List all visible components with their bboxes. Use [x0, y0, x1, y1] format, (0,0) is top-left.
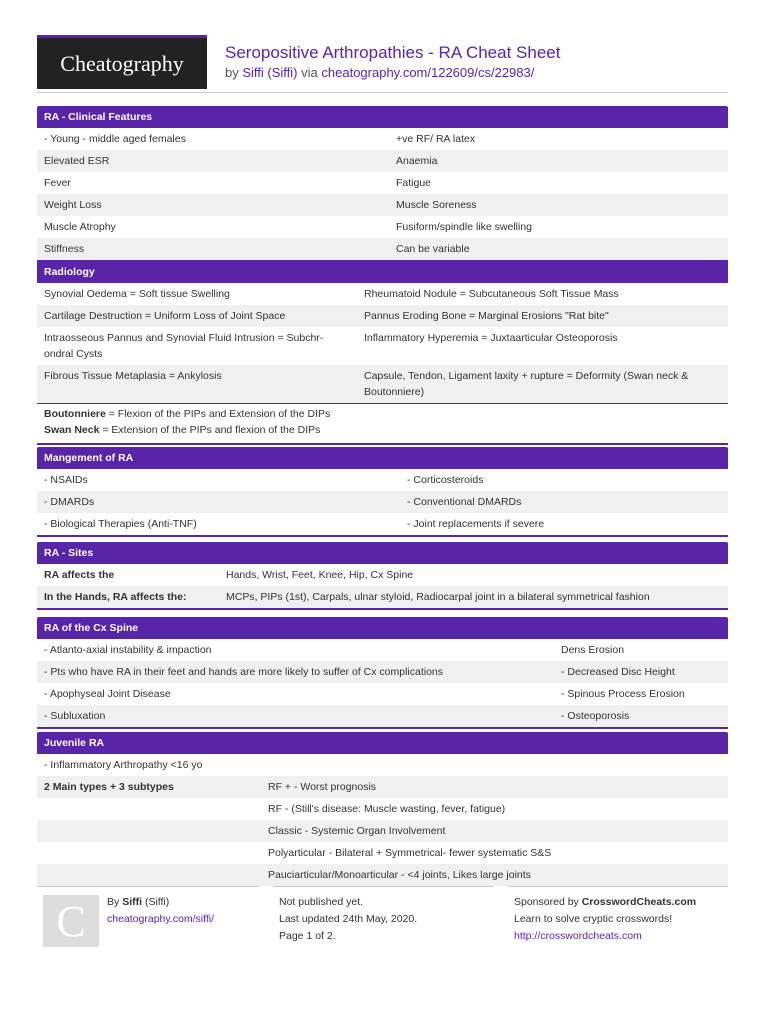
table-cell: - Young - middle aged females	[44, 133, 186, 145]
table-cell: Polyarticular - Bilateral + Symmetrical- fewer systematic S&S	[268, 847, 552, 859]
table-cell: - Osteoporosis	[561, 710, 630, 722]
footer-sponsor-block	[508, 886, 728, 948]
table-row	[37, 513, 728, 535]
table-cell: - Conventional DMARDs	[407, 496, 522, 508]
table-cell: - Spinous Process Erosion	[561, 688, 685, 700]
table-cell: Cartilage Destruction = Uniform Loss of Joint Space	[44, 310, 286, 322]
table-cell	[37, 842, 261, 864]
sponsor-prefix: Sponsored by	[514, 896, 582, 908]
note-term: Swan Neck	[44, 424, 100, 436]
juvenile-table	[37, 754, 728, 886]
clinical-table	[37, 128, 728, 260]
table-cell: Pannus Eroding Bone = Marginal Erosions "Rat bite"	[364, 310, 609, 322]
page-number: Page 1 of 2.	[279, 930, 336, 942]
table-row	[37, 128, 728, 150]
table-row	[37, 491, 728, 513]
sponsor-line	[514, 894, 696, 911]
table-row	[37, 661, 728, 683]
table-cell: Anaemia	[396, 155, 438, 167]
footer-by: By	[107, 896, 120, 908]
footer-by-line	[107, 894, 214, 911]
table-row	[37, 150, 728, 172]
table-cell: Capsule, Tendon, Ligament laxity + rupture = Deformity (Swan neck & Boutonniere)	[364, 370, 689, 398]
table-cell: - DMARDs	[44, 496, 95, 508]
table-cell: - Pts who have RA in their feet and hands are more likely to suffer of Cx complications	[44, 666, 443, 678]
table-cell: RF - (Still's disease: Muscle wasting, fever, fatigue)	[268, 803, 506, 815]
radiology-table	[37, 283, 728, 403]
cheatography-logo[interactable]: Cheatography	[37, 35, 207, 89]
page-header	[37, 35, 728, 90]
section-radiology	[37, 261, 728, 445]
table-cell	[37, 798, 261, 820]
table-row	[37, 776, 728, 798]
section-management	[37, 447, 728, 537]
table-row	[37, 172, 728, 194]
table-cell: - Inflammatory Arthropathy <16 yo	[44, 759, 203, 771]
table-row	[37, 586, 728, 608]
table-cell: - Atlanto-axial instability & impaction	[44, 644, 212, 656]
table-cell: Elevated ESR	[44, 155, 110, 167]
table-row	[37, 864, 728, 886]
section-bottom-border	[37, 608, 728, 610]
table-cell: Intraosseous Pannus and Synovial Fluid Intrusion = Subchr-ondral Cysts	[44, 332, 324, 360]
table-cell: Fatigue	[396, 177, 432, 189]
publish-status: Not published yet.	[279, 896, 364, 908]
table-row	[37, 305, 728, 327]
footer-author-block	[37, 886, 259, 948]
section-clinical-features	[37, 106, 728, 262]
footer-author-text	[107, 894, 214, 928]
footer-author-name[interactable]: Siffi	[122, 896, 143, 908]
table-row	[37, 216, 728, 238]
byline	[225, 65, 534, 80]
table-cell: Stiffness	[44, 243, 85, 255]
table-cell: - Biological Therapies (Anti-TNF)	[44, 518, 197, 530]
table-cell: - Apophyseal Joint Disease	[44, 688, 171, 700]
table-row	[37, 194, 728, 216]
section-title: RA - Sites	[37, 542, 728, 564]
table-row	[37, 842, 728, 864]
page-footer	[37, 886, 728, 951]
table-row	[37, 754, 728, 776]
table-cell: 2 Main types + 3 subtypes	[44, 781, 174, 793]
footer-status-block	[273, 886, 494, 948]
table-cell: Weight Loss	[44, 199, 102, 211]
table-cell: Fibrous Tissue Metaplasia = Ankylosis	[44, 370, 222, 382]
table-row	[37, 283, 728, 305]
section-title: RA - Clinical Features	[37, 106, 728, 128]
table-cell: - Corticosteroids	[407, 474, 484, 486]
sponsor-name[interactable]: CrosswordCheats.com	[581, 896, 697, 908]
table-cell: - Joint replacements if severe	[407, 518, 545, 530]
table-cell: RF + - Worst prognosis	[268, 781, 377, 793]
section-bottom-border	[37, 727, 728, 729]
table-cell: RA affects the	[44, 569, 115, 581]
footer-status-text	[279, 894, 417, 945]
section-title: Juvenile RA	[37, 732, 728, 754]
radiology-note	[37, 404, 728, 441]
table-row	[37, 365, 728, 403]
footer-sponsor-text	[514, 894, 696, 945]
table-cell: - Decreased Disc Height	[561, 666, 675, 678]
sites-table	[37, 564, 728, 608]
table-row	[37, 820, 728, 842]
section-title: Mangement of RA	[37, 447, 728, 469]
table-cell: Rheumatoid Nodule = Subcutaneous Soft Tissue Mass	[364, 288, 619, 300]
note-line	[44, 406, 721, 422]
author-link[interactable]: Siffi (Siffi)	[242, 65, 298, 80]
section-title: Radiology	[37, 261, 728, 283]
table-cell: Inflammatory Hyperemia = Juxtaarticular Osteoporosis	[364, 332, 618, 344]
footer-author-handle: (Siffi)	[142, 896, 170, 908]
table-cell: Dens Erosion	[561, 644, 625, 656]
section-bottom-border	[37, 535, 728, 537]
table-row	[37, 639, 728, 661]
section-cx-spine	[37, 617, 728, 729]
table-cell: Fever	[44, 177, 71, 189]
table-cell: Classic - Systemic Organ Involvement	[268, 825, 446, 837]
byline-via: via	[301, 65, 318, 80]
sponsor-tagline: Learn to solve cryptic crosswords!	[514, 913, 673, 925]
byline-by: by	[225, 65, 239, 80]
table-cell: Fusiform/spindle like swelling	[396, 221, 532, 233]
table-cell: +ve RF/ RA latex	[396, 133, 476, 145]
table-cell	[37, 820, 261, 842]
management-table	[37, 469, 728, 535]
section-sites	[37, 542, 728, 610]
table-cell: In the Hands, RA affects the:	[44, 591, 187, 603]
footer-author-link[interactable]: cheatography.com/siffi/	[107, 913, 214, 925]
header-divider	[37, 92, 728, 93]
last-updated: Last updated 24th May, 2020.	[279, 913, 418, 925]
table-row	[37, 798, 728, 820]
table-cell: MCPs, PIPs (1st), Carpals, ulnar styloid, Radiocarpal joint in a bilateral symmetrical fashion	[226, 591, 650, 603]
table-cell: Synovial Oedema = Soft tissue Swelling	[44, 288, 230, 300]
table-row	[37, 469, 728, 491]
table-cell: Muscle Soreness	[396, 199, 477, 211]
table-cell: Pauciarticular/Monoarticular - <4 joints, Likes large joints	[268, 869, 531, 881]
sponsor-link[interactable]: http://crosswordcheats.com	[514, 930, 642, 942]
page-title[interactable]: Seropositive Arthropathies - RA Cheat Sheet	[225, 43, 561, 62]
table-cell	[37, 864, 261, 886]
section-title: RA of the Cx Spine	[37, 617, 728, 639]
sheet-url-link[interactable]: cheatography.com/122609/cs/22983/	[321, 65, 535, 80]
author-avatar: C	[43, 895, 99, 947]
table-cell: Muscle Atrophy	[44, 221, 116, 233]
section-bottom-border	[37, 443, 728, 445]
table-row	[37, 564, 728, 586]
table-cell: Hands, Wrist, Feet, Knee, Hip, Cx Spine	[226, 569, 414, 581]
note-term: Boutonniere	[44, 408, 106, 420]
table-cell: Can be variable	[396, 243, 470, 255]
table-row	[37, 238, 728, 260]
note-text: = Flexion of the PIPs and Extension of the DIPs	[105, 408, 331, 420]
cxspine-table	[37, 639, 728, 727]
table-row	[37, 327, 728, 365]
table-row	[37, 683, 728, 705]
note-text: = Extension of the PIPs and flexion of the DIPs	[99, 424, 321, 436]
table-cell: - Subluxation	[44, 710, 106, 722]
section-juvenile-ra	[37, 732, 728, 886]
table-cell: - NSAIDs	[44, 474, 88, 486]
note-line	[44, 422, 721, 438]
table-row	[37, 705, 728, 727]
